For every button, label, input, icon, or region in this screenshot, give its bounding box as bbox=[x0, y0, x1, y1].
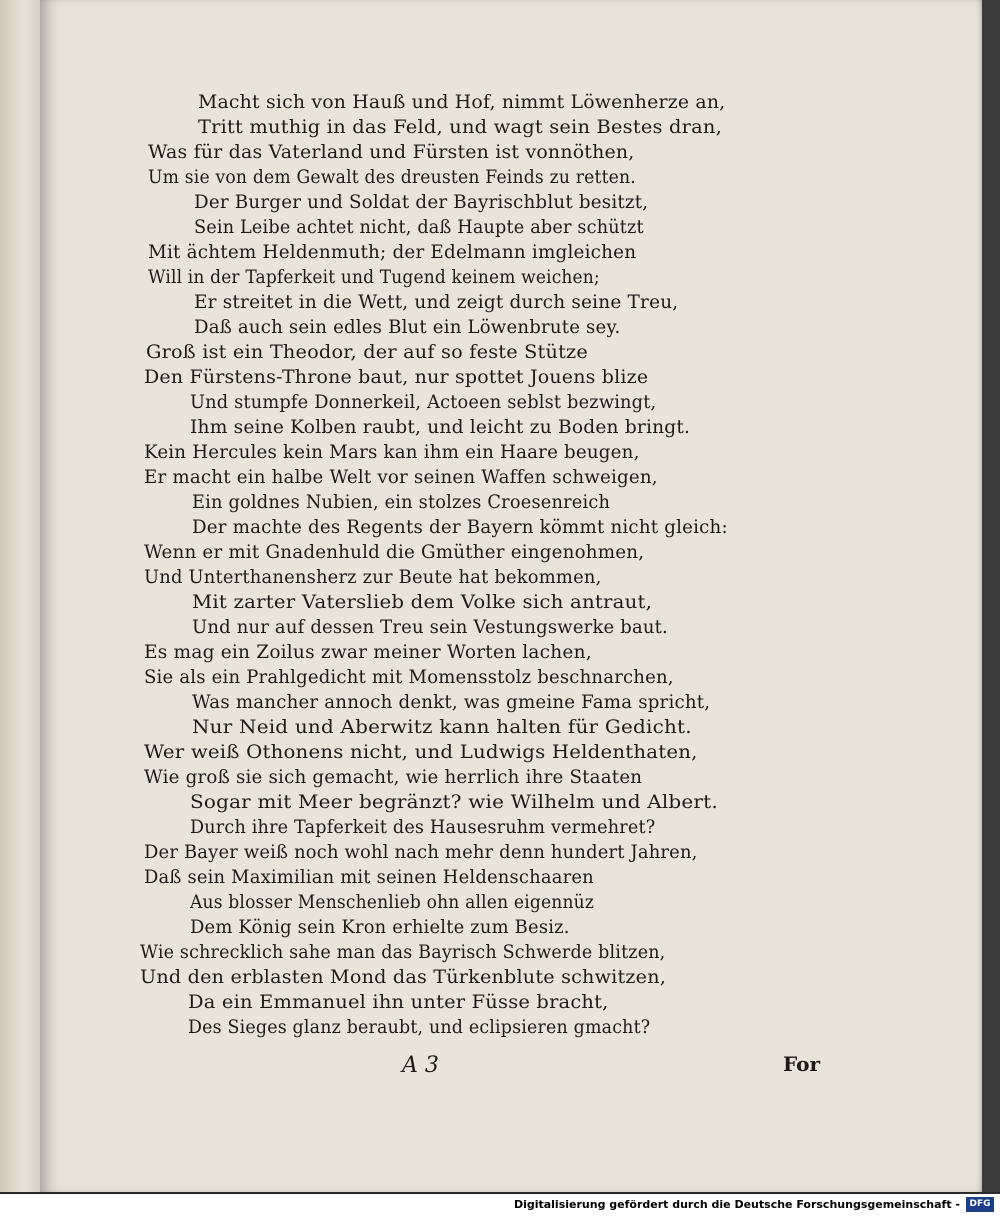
verse-line: Sie als ein Prahlgedicht mit Momensstolz beschnarchen, bbox=[144, 666, 674, 688]
footer-bar bbox=[0, 1194, 1000, 1216]
show-through-text bbox=[778, 90, 898, 990]
verse-line: Aus blosser Menschenlieb ohn allen eigennüz bbox=[190, 891, 595, 913]
verse-line: Da ein Emmanuel ihn unter Füsse bracht, bbox=[188, 991, 609, 1013]
verse-line: Groß ist ein Theodor, der auf so feste Stütze bbox=[146, 341, 589, 363]
verse-line: Wie schrecklich sahe man das Bayrisch Schwerde blitzen, bbox=[140, 941, 666, 963]
verse-line: Wer weiß Othonens nicht, und Ludwigs Heldenthaten, bbox=[144, 741, 698, 763]
verse-line: Nur Neid und Aberwitz kann halten für Gedicht. bbox=[192, 716, 692, 738]
dfg-logo: DFG bbox=[966, 1197, 994, 1212]
verse-line: Der machte des Regents der Bayern kömmt nicht gleich: bbox=[192, 516, 728, 538]
signature-mark: A 3 bbox=[402, 1053, 439, 1078]
verse-line: Er streitet in die Wett, und zeigt durch seine Treu, bbox=[194, 291, 679, 313]
verse-line: Es mag ein Zoilus zwar meiner Worten lachen, bbox=[144, 641, 592, 663]
verse-line: Daß sein Maximilian mit seinen Heldenschaaren bbox=[144, 866, 594, 888]
page-shadow-edge bbox=[982, 0, 1000, 1192]
verse-line: Und den erblasten Mond das Türkenblute schwitzen, bbox=[140, 966, 667, 988]
verse-line: Mit ächtem Heldenmuth; der Edelmann imgleichen bbox=[148, 241, 637, 263]
catchword: For bbox=[783, 1052, 820, 1076]
verse-line: Dem König sein Kron erhielte zum Besiz. bbox=[190, 916, 570, 938]
verse-line: Sein Leibe achtet nicht, daß Haupte aber schützt bbox=[194, 216, 644, 238]
verse-line: Was für das Vaterland und Fürsten ist vonnöthen, bbox=[148, 141, 635, 163]
verse-line: Den Fürstens-Throne baut, nur spottet Jouens blize bbox=[144, 366, 649, 388]
verse-line: Der Bayer weiß noch wohl nach mehr denn hundert Jahren, bbox=[144, 841, 698, 863]
verse-line: Durch ihre Tapferkeit des Hausesruhm vermehret? bbox=[190, 816, 656, 838]
verse-line: Um sie von dem Gewalt des dreusten Feinds zu retten. bbox=[148, 166, 636, 188]
verse-line: Wie groß sie sich gemacht, wie herrlich ihre Staaten bbox=[144, 766, 643, 788]
previous-page-edge bbox=[0, 0, 40, 1192]
verse-line: Des Sieges glanz beraubt, und eclipsieren gmacht? bbox=[188, 1016, 651, 1038]
verse-line: Tritt muthig in das Feld, und wagt sein Bestes dran, bbox=[198, 116, 722, 138]
verse-line: Sogar mit Meer begränzt? wie Wilhelm und Albert. bbox=[190, 791, 718, 813]
funding-credit: Digitalisierung gefördert durch die Deutsche Forschungsgemeinschaft - bbox=[513, 1198, 960, 1211]
verse-line: Und stumpfe Donnerkeil, Actoeen seblst bezwingt, bbox=[190, 391, 657, 413]
verse-line: Ihm seine Kolben raubt, und leicht zu Boden bringt. bbox=[190, 416, 691, 438]
verse-line: Mit zarter Vaterslieb dem Volke sich antraut, bbox=[192, 591, 653, 613]
verse-line: Und Unterthanensherz zur Beute hat bekommen, bbox=[144, 566, 602, 588]
verse-line: Was mancher annoch denkt, was gmeine Fama spricht, bbox=[192, 691, 711, 713]
verse-line: Daß auch sein edles Blut ein Löwenbrute sey. bbox=[194, 316, 621, 338]
verse-line: Kein Hercules kein Mars kan ihm ein Haare beugen, bbox=[144, 441, 640, 463]
verse-line: Der Burger und Soldat der Bayrischblut besitzt, bbox=[194, 191, 649, 213]
verse-line: Macht sich von Hauß und Hof, nimmt Löwenherze an, bbox=[198, 91, 726, 113]
verse-line: Ein goldnes Nubien, ein stolzes Croesenreich bbox=[192, 491, 611, 513]
verse-line: Wenn er mit Gnadenhuld die Gmüther eingenohmen, bbox=[144, 541, 645, 563]
verse-line: Will in der Tapferkeit und Tugend keinem weichen; bbox=[148, 266, 600, 288]
verse-line: Er macht ein halbe Welt vor seinen Waffen schweigen, bbox=[144, 466, 658, 488]
verse-line: Und nur auf dessen Treu sein Vestungswerke baut. bbox=[192, 616, 668, 638]
